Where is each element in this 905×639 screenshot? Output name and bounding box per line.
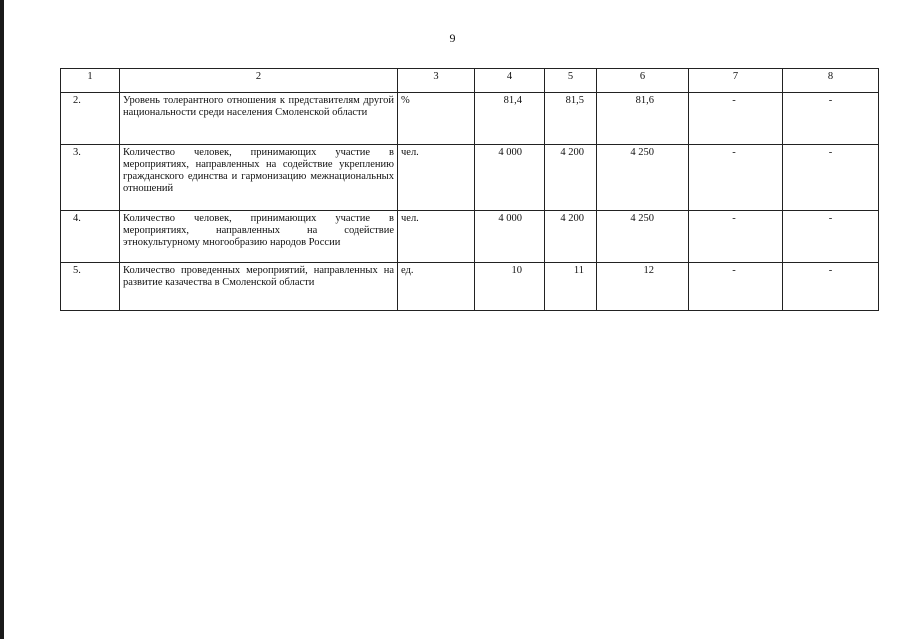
row-number-cell: 3. bbox=[61, 145, 120, 211]
value-col-5-cell: 11 bbox=[545, 263, 597, 311]
table-row bbox=[61, 145, 879, 211]
value-col-8-cell: - bbox=[783, 145, 879, 211]
row-number-cell: 2. bbox=[61, 93, 120, 145]
value-col-8-cell: - bbox=[783, 263, 879, 311]
indicators-table bbox=[60, 68, 879, 311]
header-cell-col-7: 7 bbox=[689, 69, 783, 93]
value-col-5-cell: 4 200 bbox=[545, 211, 597, 263]
table-row bbox=[61, 211, 879, 263]
value-col-4-cell: 10 bbox=[475, 263, 545, 311]
value-col-7-cell: - bbox=[689, 93, 783, 145]
value-col-6-cell: 4 250 bbox=[597, 211, 689, 263]
indicator-name-cell: Количество человек, принимающих участие в мероприятиях, направленных на содействие этнокультурному многообразию народов России bbox=[120, 211, 398, 263]
row-number-cell: 5. bbox=[61, 263, 120, 311]
indicator-name-cell: Уровень толерантного отношения к представителям другой национальности среди населения Смоленской области bbox=[120, 93, 398, 145]
value-col-6-cell: 12 bbox=[597, 263, 689, 311]
value-col-7-cell: - bbox=[689, 211, 783, 263]
value-col-5-cell: 4 200 bbox=[545, 145, 597, 211]
header-cell-col-4: 4 bbox=[475, 69, 545, 93]
header-cell-col-3: 3 bbox=[398, 69, 475, 93]
unit-cell: чел. bbox=[398, 145, 475, 211]
value-col-7-cell: - bbox=[689, 145, 783, 211]
table-row bbox=[61, 263, 879, 311]
value-col-4-cell: 4 000 bbox=[475, 211, 545, 263]
table-header-row bbox=[61, 69, 879, 93]
indicator-name-cell: Количество проведенных мероприятий, направленных на развитие казачества в Смоленской области bbox=[120, 263, 398, 311]
unit-cell: чел. bbox=[398, 211, 475, 263]
header-cell-col-2: 2 bbox=[120, 69, 398, 93]
value-col-6-cell: 4 250 bbox=[597, 145, 689, 211]
unit-cell: % bbox=[398, 93, 475, 145]
header-cell-col-1: 1 bbox=[61, 69, 120, 93]
page-number: 9 bbox=[449, 31, 456, 45]
row-number-cell: 4. bbox=[61, 211, 120, 263]
table-row bbox=[61, 93, 879, 145]
header-cell-col-6: 6 bbox=[597, 69, 689, 93]
value-col-8-cell: - bbox=[783, 93, 879, 145]
value-col-6-cell: 81,6 bbox=[597, 93, 689, 145]
value-col-7-cell: - bbox=[689, 263, 783, 311]
header-cell-col-5: 5 bbox=[545, 69, 597, 93]
header-cell-col-8: 8 bbox=[783, 69, 879, 93]
value-col-4-cell: 81,4 bbox=[475, 93, 545, 145]
value-col-8-cell: - bbox=[783, 211, 879, 263]
indicator-name-cell: Количество человек, принимающих участие в мероприятиях, направленных на содействие укреплению гражданского единства и гармонизацию межнациональных отношений bbox=[120, 145, 398, 211]
value-col-4-cell: 4 000 bbox=[475, 145, 545, 211]
unit-cell: ед. bbox=[398, 263, 475, 311]
value-col-5-cell: 81,5 bbox=[545, 93, 597, 145]
scan-edge bbox=[0, 0, 4, 639]
